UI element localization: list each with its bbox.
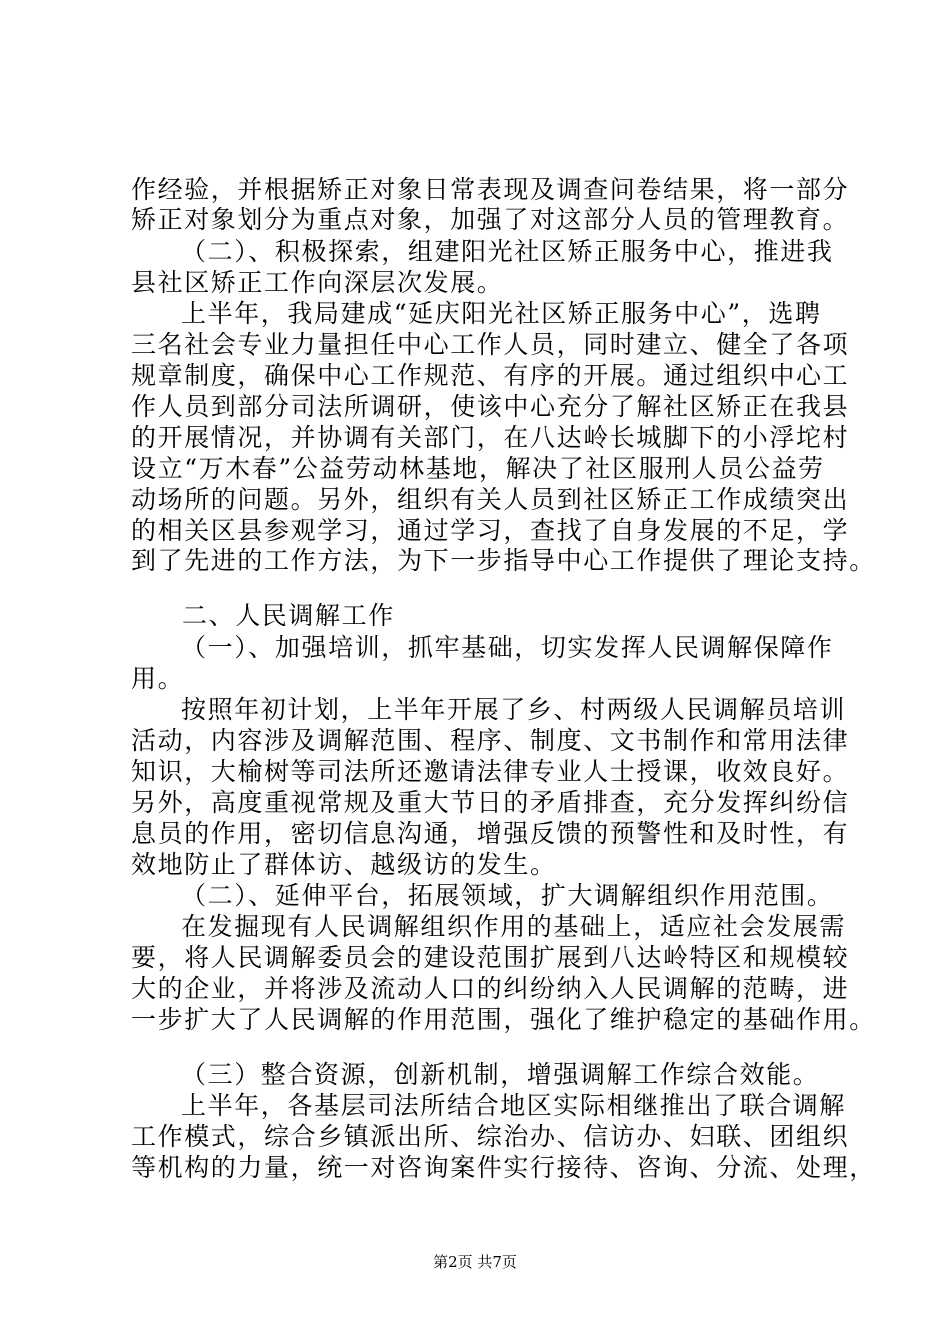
text-line: 另外，高度重视常规及重大节日的矛盾排查，充分发挥纠纷信 bbox=[131, 788, 850, 817]
section-heading: （二）、积极探索，组建阳光社区矫正服务中心，推进我 bbox=[181, 237, 834, 266]
text-line: 活动，内容涉及调解范围、程序、制度、文书制作和常用法律 bbox=[131, 726, 850, 755]
text-line: 动场所的问题。另外，组织有关人员到社区矫正工作成绩突出 bbox=[131, 485, 850, 514]
text-line: 用。 bbox=[131, 664, 185, 693]
text-line: 大的企业，并将涉及流动人口的纠纷纳入人民调解的范畴，进 bbox=[131, 974, 850, 1003]
text-line: 作人员到部分司法所调研，使该中心充分了解社区矫正在我县 bbox=[131, 392, 850, 421]
text-line: 上半年，我局建成“延庆阳光社区矫正服务中心”，选聘 bbox=[181, 299, 822, 328]
text-line: 规章制度，确保中心工作规范、有序的开展。通过组织中心工 bbox=[131, 361, 850, 390]
text-line: 的相关区县参观学习，通过学习，查找了自身发展的不足，学 bbox=[131, 516, 850, 545]
text-line: 三名社会专业力量担任中心工作人员，同时建立、健全了各项 bbox=[131, 330, 850, 359]
text-line: 矫正对象划分为重点对象，加强了对这部分人员的管理教育。 bbox=[131, 205, 850, 234]
text-line: 知识，大榆树等司法所还邀请法律专业人士授课，收效良好。 bbox=[131, 757, 850, 786]
text-line: 设立“万木春”公益劳动林基地，解决了社区服刑人员公益劳 bbox=[131, 454, 825, 483]
page-number-footer: 第2页 共7页 bbox=[433, 1253, 517, 1271]
section-heading: （三）整合资源，创新机制，增强调解工作综合效能。 bbox=[181, 1060, 820, 1089]
text-line: 在发掘现有人民调解组织作用的基础上，适应社会发展需 bbox=[181, 912, 847, 941]
text-line: 效地防止了群体访、越级访的发生。 bbox=[131, 850, 557, 879]
text-line: 等机构的力量，统一对咨询案件实行接待、咨询、分流、处理， bbox=[131, 1153, 876, 1182]
text-line: 上半年，各基层司法所结合地区实际相继推出了联合调解 bbox=[181, 1091, 847, 1120]
text-line: 的开展情况，并协调有关部门，在八达岭长城脚下的小浮坨村 bbox=[131, 423, 850, 452]
text-line: 工作模式，综合乡镇派出所、综治办、信访办、妇联、团组织 bbox=[131, 1122, 850, 1151]
text-line: 县社区矫正工作向深层次发展。 bbox=[131, 268, 504, 297]
text-line: 到了先进的工作方法，为下一步指导中心工作提供了理论支持。 bbox=[131, 546, 876, 575]
text-line: 要，将人民调解委员会的建设范围扩展到八达岭特区和规模较 bbox=[131, 943, 850, 972]
text-line: 息员的作用，密切信息沟通，增强反馈的预警性和及时性，有 bbox=[131, 819, 850, 848]
text-line: 作经验，并根据矫正对象日常表现及调查问卷结果，将一部分 bbox=[131, 175, 850, 204]
section-heading: （二）、延伸平台，拓展领域，扩大调解组织作用范围。 bbox=[181, 881, 834, 910]
text-line: 按照年初计划，上半年开展了乡、村两级人民调解员培训 bbox=[181, 695, 847, 724]
section-heading: 二、人民调解工作 bbox=[182, 601, 395, 630]
section-heading: （一）、加强培训，抓牢基础，切实发挥人民调解保障作 bbox=[181, 633, 834, 662]
text-line: 一步扩大了人民调解的作用范围，强化了维护稳定的基础作用。 bbox=[131, 1005, 876, 1034]
